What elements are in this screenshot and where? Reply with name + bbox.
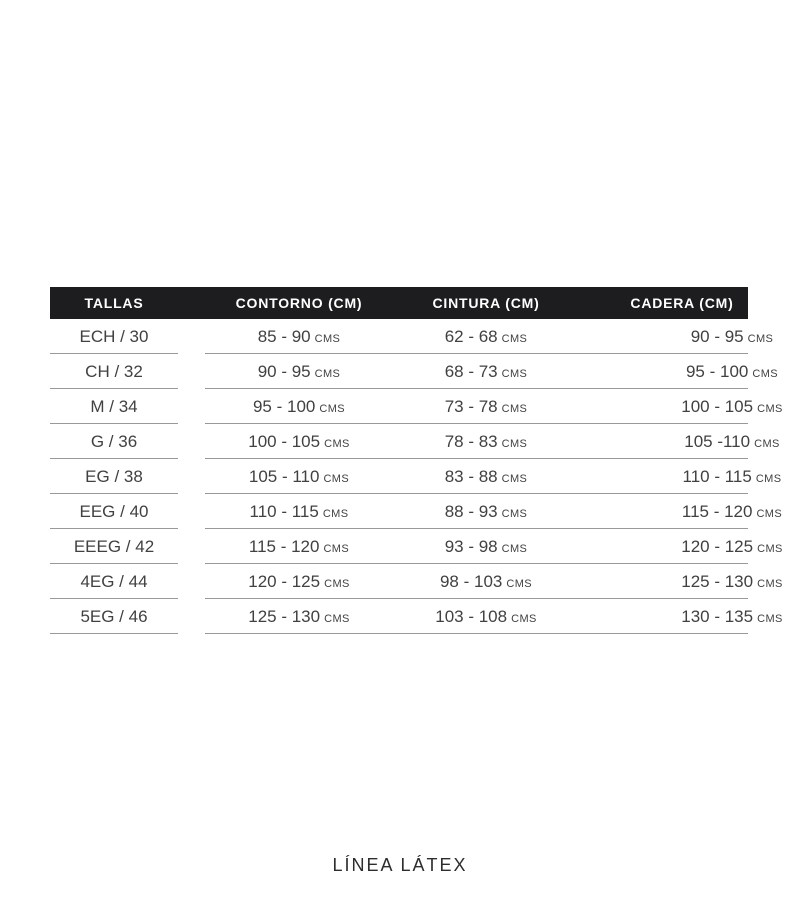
header-cintura: CINTURA (CM): [432, 295, 540, 311]
measure-value: 90 - 95: [690, 327, 744, 346]
size-table: [50, 287, 783, 634]
measure-unit: CMS: [314, 368, 341, 380]
measure-value: 88 - 93: [444, 502, 498, 521]
measure-value: 110 - 115: [682, 467, 752, 486]
measure-value: 125 - 130: [248, 607, 321, 626]
cell-cadera: [666, 529, 798, 564]
measure-value: 73 - 78: [444, 397, 498, 416]
size-table-body: [50, 319, 783, 634]
measure-unit: CMS: [511, 613, 537, 625]
measure-value: 125 - 130: [681, 572, 754, 591]
measure-unit: CMS: [752, 368, 779, 380]
cell-contorno: [205, 354, 393, 389]
measure-value: 93 - 98: [444, 537, 498, 556]
measure-value: 68 - 73: [444, 362, 498, 381]
cell-talla: EEG / 40: [79, 502, 149, 521]
measure-unit: CMS: [324, 578, 350, 590]
measure-value: 105 - 110: [248, 467, 320, 486]
measure-unit: CMS: [323, 473, 350, 485]
caption-linea-latex: LÍNEA LÁTEX: [332, 855, 468, 875]
cell-contorno: [205, 459, 393, 494]
measure-value: 120 - 125: [681, 537, 754, 556]
measure-value: 100 - 105: [681, 397, 754, 416]
cell-cintura: [393, 599, 579, 634]
cell-cadera: [666, 459, 798, 494]
measure-value: 78 - 83: [444, 432, 498, 451]
measure-unit: CMS: [501, 508, 528, 520]
cell-contorno: [205, 424, 393, 459]
cell-talla: CH / 32: [85, 362, 143, 381]
measure-value: 85 - 90: [257, 327, 311, 346]
measure-unit: CMS: [324, 438, 350, 450]
measure-value: 120 - 125: [248, 572, 321, 591]
header-contorno: CONTORNO (CM): [235, 295, 363, 311]
header-tallas: TALLAS: [84, 295, 144, 311]
measure-unit: CMS: [501, 333, 528, 345]
measure-unit: CMS: [501, 473, 528, 485]
table-row: [50, 424, 780, 459]
measure-unit: CMS: [501, 543, 528, 555]
cell-talla: 4EG / 44: [80, 572, 148, 591]
table-row: [50, 494, 783, 529]
table-row: [50, 354, 779, 389]
cell-contorno: [205, 389, 393, 424]
measure-value: 105 -110: [684, 432, 751, 451]
cell-contorno: [205, 494, 393, 529]
header-cadera: CADERA (CM): [630, 295, 734, 311]
measure-value: 95 - 100: [685, 362, 749, 381]
measure-unit: CMS: [323, 543, 350, 555]
cell-cadera: [666, 599, 798, 634]
table-row: [50, 564, 783, 599]
cell-contorno: [205, 564, 393, 599]
measure-unit: CMS: [757, 543, 783, 555]
cell-contorno: [205, 529, 393, 564]
measure-unit: CMS: [756, 508, 783, 520]
measure-unit: CMS: [322, 508, 349, 520]
cell-cintura: [393, 424, 579, 459]
cell-cintura: [393, 459, 579, 494]
measure-value: 110 - 115: [249, 502, 319, 521]
measure-value: 103 - 108: [435, 607, 508, 626]
table-row: [50, 459, 782, 494]
measure-unit: CMS: [757, 403, 783, 415]
cell-talla: 5EG / 46: [80, 607, 148, 626]
measure-unit: CMS: [501, 368, 528, 380]
cell-contorno: [205, 599, 393, 634]
cell-cadera: [666, 319, 798, 354]
measure-unit: CMS: [501, 403, 528, 415]
cell-talla: M / 34: [90, 397, 138, 416]
table-row: [50, 599, 783, 634]
measure-unit: CMS: [757, 578, 783, 590]
measure-unit: CMS: [314, 333, 341, 345]
cell-talla: ECH / 30: [79, 327, 149, 346]
measure-unit: CMS: [747, 333, 774, 345]
measure-value: 98 - 103: [439, 572, 503, 591]
measure-unit: CMS: [755, 473, 782, 485]
cell-cadera: [666, 389, 798, 424]
measure-unit: CMS: [506, 578, 533, 590]
measure-unit: CMS: [754, 438, 780, 450]
cell-cintura: [393, 319, 579, 354]
measure-value: 130 - 135: [681, 607, 754, 626]
measure-value: 100 - 105: [248, 432, 321, 451]
measure-value: 115 - 120: [681, 502, 753, 521]
size-table-header: [50, 287, 748, 319]
cell-cadera: [666, 494, 798, 529]
cell-contorno: [205, 319, 393, 354]
cell-talla: G / 36: [90, 432, 138, 451]
cell-talla: EEEG / 42: [73, 537, 155, 556]
table-row: [50, 319, 774, 354]
cell-cintura: [393, 494, 579, 529]
cell-cintura: [393, 354, 579, 389]
table-row: [50, 529, 783, 564]
cell-cintura: [393, 564, 579, 599]
measure-value: 115 - 120: [248, 537, 320, 556]
cell-cadera: [666, 354, 798, 389]
cell-talla: EG / 38: [85, 467, 143, 486]
measure-value: 83 - 88: [444, 467, 498, 486]
measure-value: 62 - 68: [444, 327, 498, 346]
measure-unit: CMS: [319, 403, 346, 415]
measure-value: 90 - 95: [257, 362, 311, 381]
measure-value: 95 - 100: [252, 397, 316, 416]
measure-unit: CMS: [501, 438, 528, 450]
measure-unit: CMS: [757, 613, 783, 625]
measure-unit: CMS: [324, 613, 350, 625]
cell-cintura: [393, 529, 579, 564]
table-row: [50, 389, 783, 424]
cell-cadera: [666, 424, 798, 459]
row-divider-left: [50, 633, 178, 634]
row-divider-right: [205, 633, 748, 634]
cell-cintura: [393, 389, 579, 424]
cell-cadera: [666, 564, 798, 599]
